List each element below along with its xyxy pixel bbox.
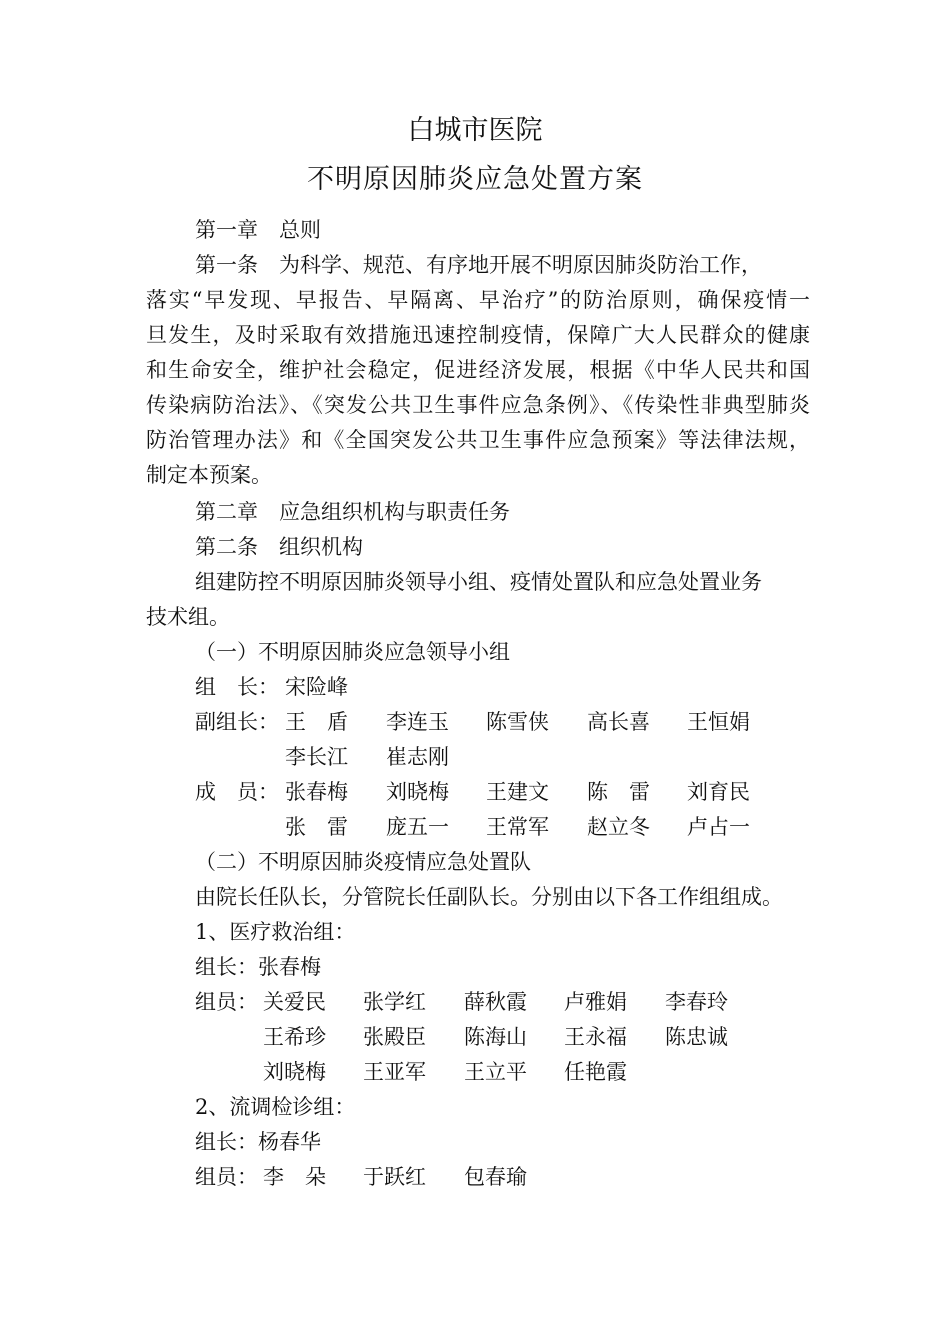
list-item: 李长江: [285, 745, 348, 769]
paragraph-line: 技术组。: [146, 605, 230, 629]
list-item: 庞五一: [386, 815, 449, 839]
list-item: 王立平: [464, 1060, 527, 1084]
list-item: 卢雅娟: [564, 990, 627, 1014]
list-item: 李 朵: [263, 1165, 326, 1189]
document-subtitle: 不明原因肺炎应急处置方案: [307, 164, 643, 195]
list-item: 卢占一: [687, 815, 750, 839]
paragraph-line: 由院长任队长，分管院长任副队长。分别由以下各工作组组成。: [195, 885, 783, 909]
list-item: 王永福: [564, 1025, 627, 1049]
list-item: 李连玉: [386, 710, 449, 734]
list-item: 赵立冬: [587, 815, 650, 839]
list-item: 刘育民: [687, 780, 750, 804]
group-heading: 2、流调检诊组：: [195, 1095, 356, 1119]
list-item: 薛秋霞: [464, 990, 527, 1014]
article-heading: 第二条 组织机构: [195, 535, 363, 559]
paragraph-line: 组建防控不明原因肺炎领导小组、疫情处置队和应急处置业务: [195, 570, 762, 594]
list-item: 高长喜: [587, 710, 650, 734]
group-leader: 组长：张春梅: [195, 955, 321, 979]
list-item: 于跃红: [363, 1165, 426, 1189]
group-member-label: 组员：: [195, 1165, 258, 1189]
list-item: 任艳霞: [564, 1060, 627, 1084]
list-item: 王建文: [486, 780, 549, 804]
member-label: 成 员：: [195, 780, 279, 804]
paragraph-line: 防治管理办法》和《全国突发公共卫生事件应急预案》等法律法规，: [146, 428, 810, 452]
list-item: 包春瑜: [464, 1165, 527, 1189]
chapter-heading: 第一章 总则: [195, 218, 321, 242]
leader-label: 组 长：: [195, 675, 279, 699]
paragraph-line: 第一条 为科学、规范、有序地开展不明原因肺炎防治工作，: [195, 253, 762, 277]
list-item: 张春梅: [285, 780, 348, 804]
list-item: 陈 雷: [587, 780, 650, 804]
list-item: 王恒娟: [687, 710, 750, 734]
list-item: 陈忠诚: [665, 1025, 728, 1049]
group-heading: 1、医疗救治组：: [195, 920, 356, 944]
list-item: 王 盾: [285, 710, 348, 734]
document-title: 白城市医院: [407, 115, 543, 146]
paragraph-line: 旦发生，及时采取有效措施迅速控制疫情，保障广大人民群众的健康: [146, 323, 810, 347]
section-heading: （二）不明原因肺炎疫情应急处置队: [195, 850, 531, 874]
section-heading: （一）不明原因肺炎应急领导小组: [195, 640, 510, 664]
group-leader: 组长：杨春华: [195, 1130, 321, 1154]
list-item: 王希珍: [263, 1025, 326, 1049]
paragraph-line: 制定本预案。: [146, 463, 272, 487]
list-item: 陈雪侠: [486, 710, 549, 734]
paragraph-line: 传染病防治法》、《突发公共卫生事件应急条例》、《传染性非典型肺炎: [146, 393, 810, 417]
list-item: 关爱民: [263, 990, 326, 1014]
list-item: 张学红: [363, 990, 426, 1014]
list-item: 王常军: [486, 815, 549, 839]
list-item: 刘晓梅: [386, 780, 449, 804]
group-member-label: 组员：: [195, 990, 258, 1014]
chapter-heading: 第二章 应急组织机构与职责任务: [195, 500, 510, 524]
list-item: 张 雷: [285, 815, 348, 839]
list-item: 刘晓梅: [263, 1060, 326, 1084]
list-item: 李春玲: [665, 990, 728, 1014]
list-item: 陈海山: [464, 1025, 527, 1049]
paragraph-line: 落实“早发现、早报告、早隔离、早治疗”的防治原则，确保疫情一: [146, 288, 810, 312]
paragraph-line: 和生命安全，维护社会稳定，促进经济发展，根据《中华人民共和国: [146, 358, 810, 382]
list-item: 张殿臣: [363, 1025, 426, 1049]
list-item: 王亚军: [363, 1060, 426, 1084]
deputy-label: 副组长：: [195, 710, 279, 734]
leader-name: 宋险峰: [285, 675, 348, 699]
list-item: 崔志刚: [386, 745, 449, 769]
